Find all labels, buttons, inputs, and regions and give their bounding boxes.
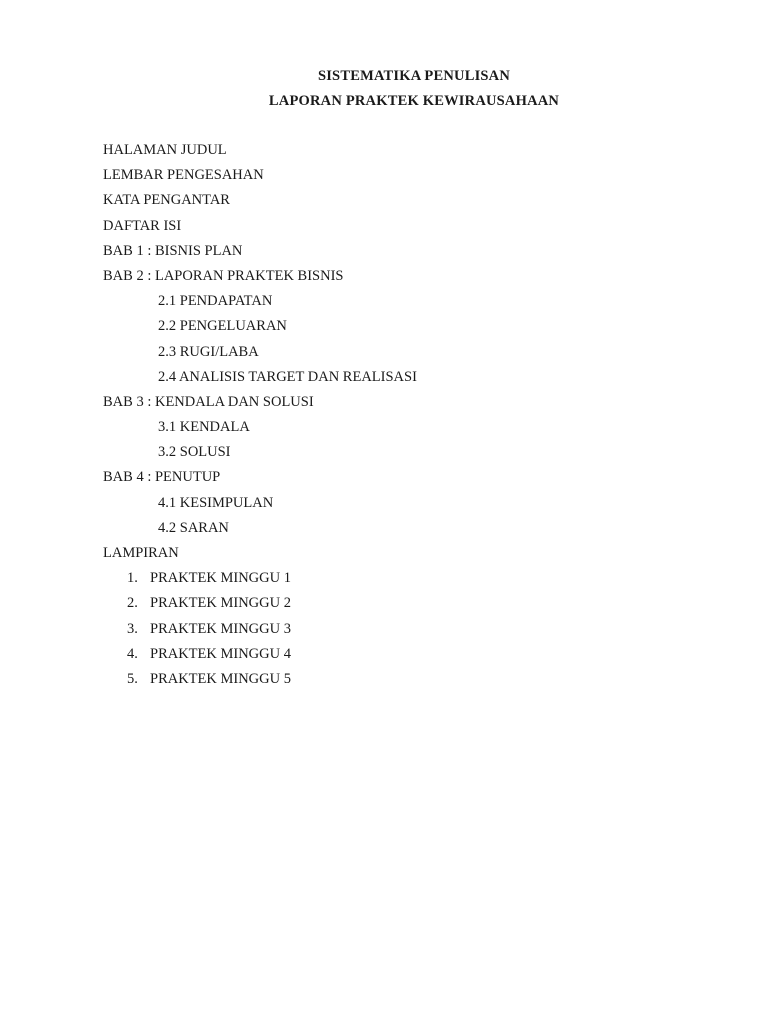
table-of-contents	[103, 138, 703, 692]
toc-item-text: BAB 3 : KENDALA DAN SOLUSI	[103, 393, 314, 410]
toc-item-text: BAB 2 : LAPORAN PRAKTEK BISNIS	[103, 267, 344, 284]
toc-subheading	[103, 491, 703, 516]
toc-numbered-item	[103, 617, 703, 642]
toc-numbered-item	[103, 566, 703, 591]
toc-item-number: 4.	[127, 645, 138, 662]
toc-numbered-item	[103, 667, 703, 692]
toc-item-number: 1.	[127, 570, 138, 587]
toc-item-text: 4.2 SARAN	[158, 519, 229, 536]
toc-item-text: PRAKTEK MINGGU 5	[150, 670, 291, 687]
toc-item-text: LEMBAR PENGESAHAN	[103, 167, 264, 184]
toc-item-text: PRAKTEK MINGGU 1	[150, 570, 291, 587]
toc-numbered-item	[103, 591, 703, 616]
toc-subheading	[103, 440, 703, 465]
toc-item-text: KATA PENGANTAR	[103, 192, 230, 209]
toc-heading	[103, 214, 703, 239]
toc-heading	[103, 465, 703, 490]
toc-item-text: 3.2 SOLUSI	[158, 444, 231, 461]
toc-item-text: 2.1 PENDAPATAN	[158, 293, 273, 310]
toc-heading	[103, 163, 703, 188]
title-line-1: SISTEMATIKA PENULISAN	[317, 68, 511, 84]
toc-item-text: 2.3 RUGI/LABA	[158, 343, 259, 360]
toc-item-text: PRAKTEK MINGGU 2	[150, 595, 291, 612]
toc-subheading	[103, 340, 703, 365]
toc-heading	[103, 138, 703, 163]
toc-heading	[103, 390, 703, 415]
toc-subheading	[103, 516, 703, 541]
toc-item-text: PRAKTEK MINGGU 3	[150, 620, 291, 637]
document-title	[0, 64, 768, 114]
toc-item-text: 2.4 ANALISIS TARGET DAN REALISASI	[158, 368, 417, 385]
toc-heading	[103, 239, 703, 264]
toc-item-number: 5.	[127, 670, 138, 687]
title-line-2: LAPORAN PRAKTEK KEWIRAUSAHAAN	[268, 93, 560, 109]
toc-numbered-item	[103, 642, 703, 667]
toc-subheading	[103, 415, 703, 440]
toc-item-text: 4.1 KESIMPULAN	[158, 494, 274, 511]
toc-item-number: 3.	[127, 620, 138, 637]
toc-item-text: DAFTAR ISI	[103, 217, 182, 234]
toc-item-text: BAB 1 : BISNIS PLAN	[103, 242, 243, 259]
toc-heading	[103, 541, 703, 566]
toc-heading	[103, 188, 703, 213]
toc-item-text: BAB 4 : PENUTUP	[103, 469, 221, 486]
toc-subheading	[103, 314, 703, 339]
toc-subheading	[103, 365, 703, 390]
toc-heading	[103, 264, 703, 289]
toc-item-text: PRAKTEK MINGGU 4	[150, 645, 291, 662]
toc-item-number: 2.	[127, 595, 138, 612]
toc-subheading	[103, 289, 703, 314]
toc-item-text: HALAMAN JUDUL	[103, 142, 227, 158]
toc-item-text: 2.2 PENGELUARAN	[158, 318, 287, 335]
toc-item-text: LAMPIRAN	[103, 545, 179, 561]
toc-item-text: 3.1 KENDALA	[158, 419, 250, 436]
